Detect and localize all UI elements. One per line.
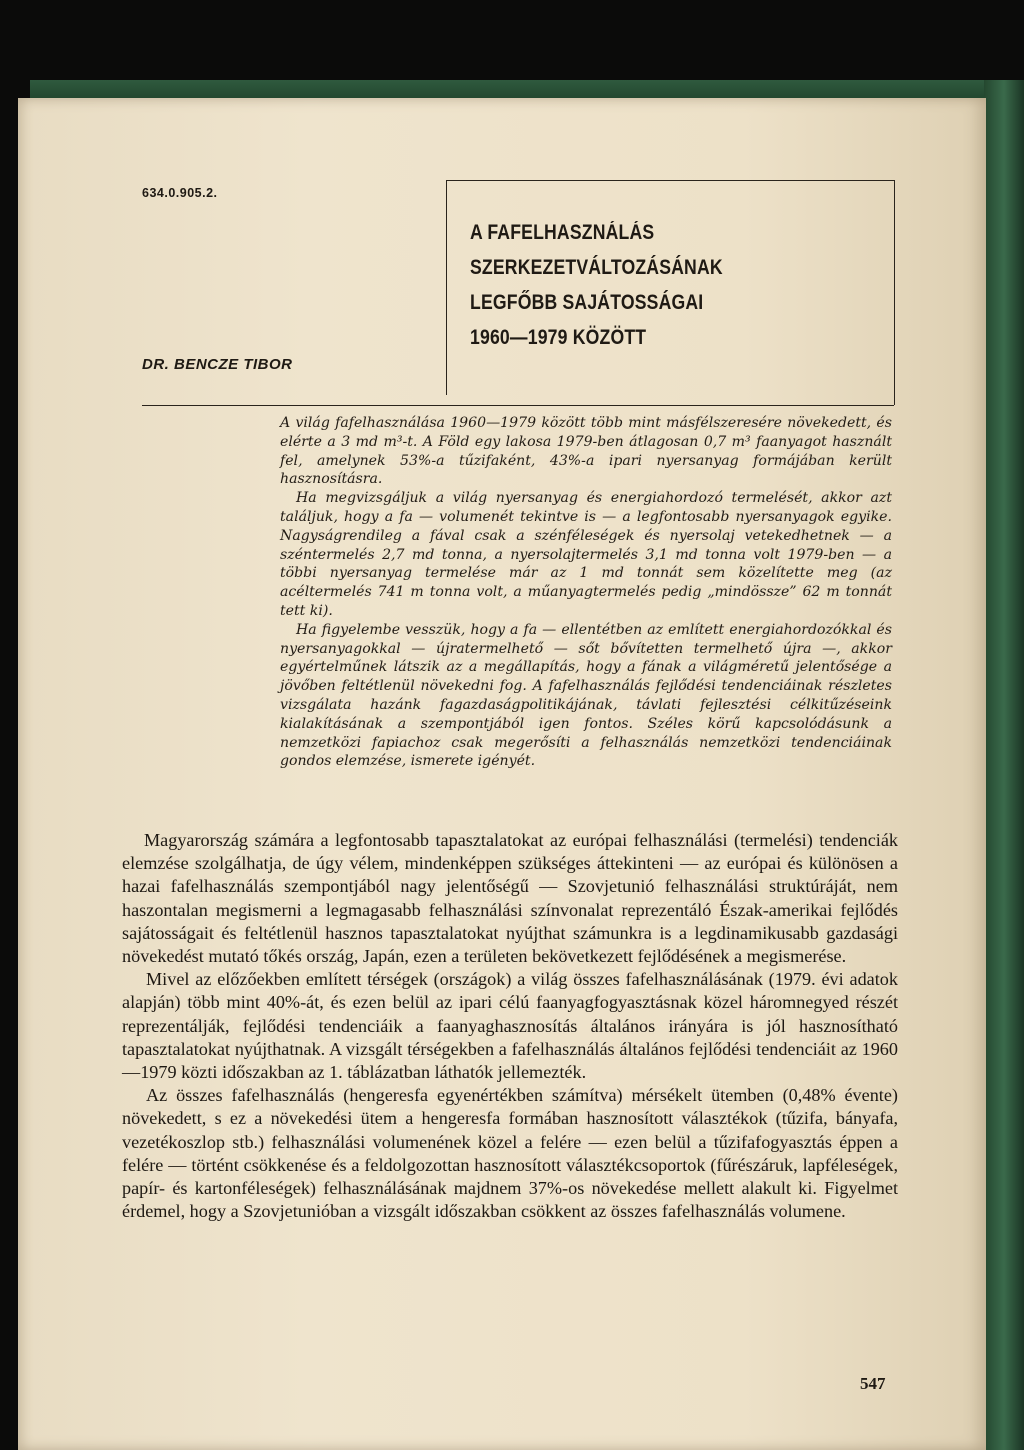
title-line: A FAFELHASZNÁLÁS: [470, 221, 655, 244]
title-frame-bottom-rule: [142, 405, 894, 406]
author-name: DR. BENCZE TIBOR: [142, 356, 293, 373]
title-frame-top-rule: [446, 180, 894, 181]
abstract-paragraph: Ha figyelembe vesszük, hogy a fa — ellentétben az említett energiahordozókkal és nyersanyagokkal — újratermelhető — sőt bővítetten termelhető újra —, akkor egyértelműnek látszik az a megállapítás, hogy a fának a világméretű jelentősége a jövőben feltétlenül növekedni fog. A fafelhasználás fejlődési tendenciáinak részletes vizsgálata hazánk fagazdaságpolitikájának, távlati fejlesztési célkitűzéseink kialakításának a szempontjából igen fontos. Széles körű kapcsolódásunk a nemzetközi fapiachoz csak megerősíti a felhasználás nemzetközi tendenciáinak gondos elemzése, ismerete igényét.: [280, 621, 892, 770]
title-frame-right-rule: [894, 180, 895, 405]
title-line: SZERKEZETVÁLTOZÁSÁNAK: [470, 256, 723, 279]
title-frame-left-rule: [446, 180, 447, 395]
body-text: [122, 829, 898, 1223]
abstract: [280, 414, 892, 771]
book-cover-right-edge: [984, 80, 1024, 1450]
abstract-paragraph: Ha megvizsgáljuk a világ nyersanyag és energiahordozó termelését, akkor azt találjuk, hogy a fa — volumenét tekintve is — a legfontosabb nyersanyagok egyike. Nagyságrendileg a fával csak a szénféleségek és nyersolaj vetekedhetnek — a széntermelés 2,7 md tonna, a nyersolajtermelés 3,1 md tonna volt 1979-ben — a többi nyersanyag termelése már az 1 md tonnát sem közelítette meg (az acéltermelés 741 m tonna volt, a műanyagtermelés pedig „mindössze” 62 m tonnát tett ki).: [280, 490, 892, 619]
article-title: [470, 215, 723, 355]
title-line: LEGFŐBB SAJÁTOSSÁGAI: [470, 291, 704, 314]
body-paragraph: Mivel az előzőekben említett térségek (országok) a világ összes fafelhasználásának (1979. évi adatok alapján) több mint 40%-át, és ezen belül az ipari célú faanyagfogyasztásnak közel háromnegyed részét reprezentálják, fejlődési tendenciáik a faanyaghasznosítás általános irányára is jól hasznosítható tapasztalatokat nyújthatnak. A vizsgált térségekben a fafelhasználás általános fejlődési tendenciáit az 1960—1979 közti időszakban az 1. táblázatban láthatók jellemezték.: [122, 969, 898, 1083]
udc-classification: 634.0.905.2.: [142, 186, 218, 200]
title-line: 1960—1979 KÖZÖTT: [470, 326, 647, 349]
body-paragraph: Magyarország számára a legfontosabb tapasztalatokat az európai felhasználási (termelési) tendenciák elemzése szolgálhatja, de úgy vélem, mindenképpen szükséges áttekinteni — az európai és különösen a hazai fafelhasználás szempontjából nagy jelentőségű — Szovjetunió felhasználási struktúráját, nem haszontalan megismerni a legmagasabb felhasználási színvonalat reprezentáló Észak-amerikai fejlődés sajátosságait és feltétlenül hasznos tapasztalatokat nyújthat számunkra is a legdinamikusabb gazdasági növekedést mutató tőkés ország, Japán, ezen a területen bekövetkezett fejlődésének a megismerése.: [122, 830, 898, 967]
page-number: 547: [860, 1374, 886, 1393]
body-paragraph: Az összes fafelhasználás (hengeresfa egyenértékben számítva) mérsékelt ütemben (0,48% évente) növekedett, s ez a növekedési ütem a hengeresfa formában hasznosított választékok (tűzifa, bányafa, vezetékoszlop stb.) felhasználási volumenének közel a felére — ezen belül a tűzifafogyasztás éppen a felére — történt csökkenése és a feldolgozottan hasznosított választékcsoportok (fűrészáruk, lapféleségek, papír- és kartonféleségek) felhasználásának majdnem 37%-os növekedése mellett alakult ki. Figyelmet érdemel, hogy a Szovjetunióban a vizsgált időszakban csökkent az összes fafelhasználás volumene.: [122, 1085, 898, 1222]
book-page: [18, 98, 986, 1450]
abstract-paragraph: A világ fafelhasználása 1960—1979 között több mint másfélszeresére növekedett, és elérte a 3 md m³-t. A Föld egy lakosa 1979-ben átlagosan 0,7 m³ faanyagot használt fel, amelynek 53%-a tűzifaként, 43%-a ipari nyersanyag formájában került hasznosításra.: [280, 415, 892, 488]
